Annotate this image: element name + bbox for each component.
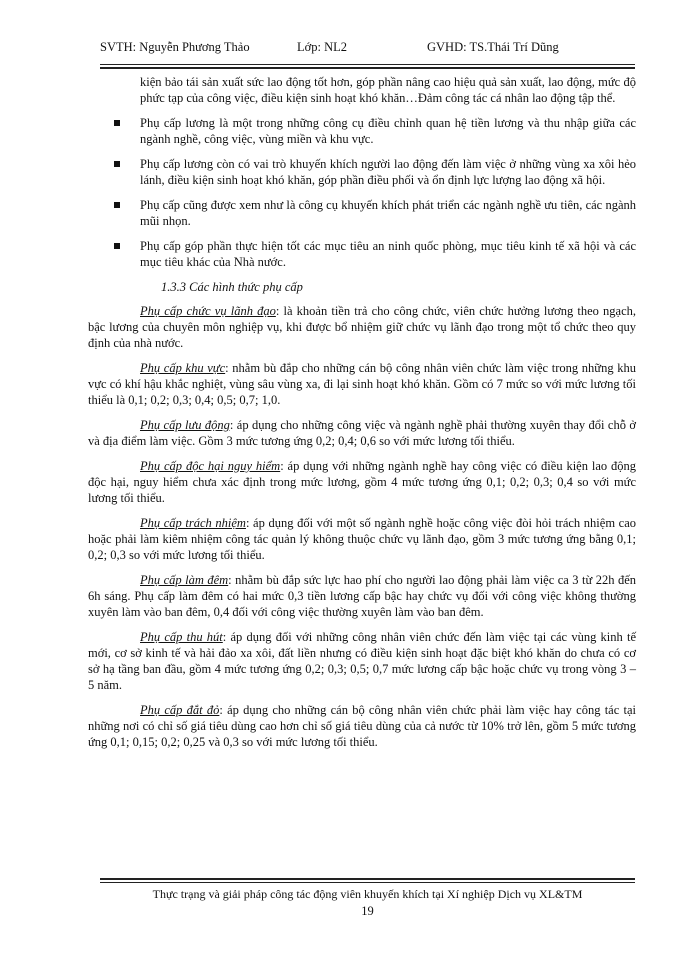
header-student: SVTH: Nguyễn Phương Thảo [100,40,250,54]
allowance-paragraph [88,702,636,750]
allowance-term: Phụ cấp thu hút [140,630,223,644]
allowance-paragraph [88,458,636,506]
allowance-term: Phụ cấp độc hại nguy hiểm [140,459,281,473]
bullet-text: Phụ cấp lương là một trong những công cụ điều chỉnh quan hệ tiền lương và thu nhập giữa các ngành nghề, công việc, vùng miền và khu vực. [140,116,636,146]
page-number: 19 [361,904,374,918]
allowance-term: Phụ cấp trách nhiệm [140,516,246,530]
allowance-paragraph [88,572,636,620]
allowance-text: : áp dụng cho những công việc và ngành nghề phải thường xuyên thay đổi chỗ ở và địa điểm làm việc. Gồm 3 mức tương ứng 0,2; 0,4; 0,6 so với mức lương tối thiểu. [88,418,636,448]
allowance-text: : áp dụng đối với những công nhân viên chức đến làm việc tại các vùng kinh tế mới, cơ sở kinh tế và hải đảo xa xôi, đất liền nhưng có điều kiện sinh hoạt đặc biệt khó khăn do chưa có cơ sở hạ tầng ban đầu, gồm 4 mức tương ứng 0,2; 0,3; 0,5; 0,7 mức lương cấp bậc hoặc chức vụ trong vòng 3 – 5 năm. [88,630,636,692]
allowance-text: : áp dụng với những ngành nghề hay công việc có điều kiện lao động độc hại, nguy hiểm chưa xác định trong mức lương, gồm 4 mức tương ứng 0,1; 0,2; 0,3; 0,4 so với mức lương tối thiểu. [88,459,636,505]
bullet-item [88,115,636,147]
bullet-text: Phụ cấp cũng được xem như là công cụ khuyến khích phát triển các ngành nghề ưu tiên, các ngành mũi nhọn. [140,198,636,228]
allowance-paragraph [88,303,636,351]
allowance-term: Phụ cấp khu vực [140,361,226,375]
footer-title: Thực trạng và giải pháp công tác động viên khuyến khích tại Xí nghiệp Dịch vụ XL&TM [152,887,583,901]
header-rule [100,64,635,65]
allowance-term: Phụ cấp làm đêm [140,573,229,587]
allowance-text: : nhằm bù đắp sức lực hao phí cho người lao động phải làm việc ca 3 từ 22h đến 6h sáng. Phụ cấp làm đêm có hai mức 0,3 tiền lương cấp bậc hay chức vụ đối với công việc không thường xuyên làm vào ban đêm, 0,4 đối với công việc thường xuyên làm vào ban đêm. [88,573,637,619]
allowance-term: Phụ cấp chức vụ lãnh đạo [140,304,276,318]
allowance-paragraph [88,629,636,693]
allowance-term: Phụ cấp lưu động [140,418,230,432]
allowance-paragraph [88,515,636,563]
allowance-term: Phụ cấp đắt đỏ [140,703,220,717]
section-heading: 1.3.3 Các hình thức phụ cấp [161,280,303,294]
bullet-item [88,197,636,229]
footer-rule-thick [100,878,635,880]
intro-continuation: kiện bảo tái sản xuất sức lao động tốt hơn, góp phần nâng cao hiệu quả sản xuất, lao động, mức độ phức tạp của công việc, điều kiện sinh hoạt khó khăn…Đảm công tác cá nhân lao động tập thể. [140,75,636,105]
bullet-item [88,156,636,188]
allowance-text: : là khoản tiền trả cho công chức, viên chức hưởng lương theo ngạch, bậc lương của chuyên môn nghiệp vụ, khi được bổ nhiệm giữ chức vụ lãnh đạo trong một tổ chức theo quy định của nhà nước. [88,304,636,350]
allowance-text: : áp dụng đối với một số ngành nghề hoặc công việc đòi hỏi trách nhiệm cao hoặc phải làm kiêm nhiệm công tác quản lý không thuộc chức vụ lãnh đạo, gồm 3 mức tương ứng bằng 0,1; 0,2; 0,3 so với mức lương tối thiểu. [88,516,636,562]
header-class: Lớp: NL2 [297,40,348,54]
square-bullet-icon [114,243,120,249]
square-bullet-icon [114,120,120,126]
allowance-paragraph [88,360,636,408]
page-header [100,40,635,55]
footer-rule [100,882,635,883]
bullet-text: Phụ cấp lương còn có vai trò khuyến khích người lao động đến làm việc ở những vùng xa xôi hẻo lánh, điều kiện sinh hoạt khó khăn, góp phần điều phối và ổn định lực lượng lao động xã hội. [140,157,636,187]
allowance-text: : nhằm bù đắp cho những cán bộ công nhân viên chức làm việc trong những khu vực có khí hậu khắc nghiệt, vùng sâu vùng xa, đi lại sinh hoạt khó khăn. Gồm có 7 mức so với mức lương tối thiểu là 0,1; 0,2; 0,3; 0,4; 0,5; 0,7; 1,0. [88,361,636,407]
bullet-list [88,115,636,270]
square-bullet-icon [114,202,120,208]
bullet-text: Phụ cấp góp phần thực hiện tốt các mục tiêu an ninh quốc phòng, mục tiêu kinh tế xã hội và các mục tiêu khác của Nhà nước. [140,239,636,269]
bullet-item [88,238,636,270]
allowance-paragraph [88,417,636,449]
square-bullet-icon [114,161,120,167]
header-advisor: GVHD: TS.Thái Trí Dũng [427,40,559,54]
allowance-text: : áp dụng cho những cán bộ công nhân viên chức phải làm việc hay công tác tại những nơi có chỉ số giá tiêu dùng cao hơn chỉ số giá tiêu dùng của cả nước từ 10% trở lên, gồm 5 mức tương ứng 0,1; 0,15; 0,2; 0,25 và 0,3 so với mức lương tối thiểu. [88,703,636,749]
header-rule-thick [100,67,635,69]
document-body [88,74,636,759]
